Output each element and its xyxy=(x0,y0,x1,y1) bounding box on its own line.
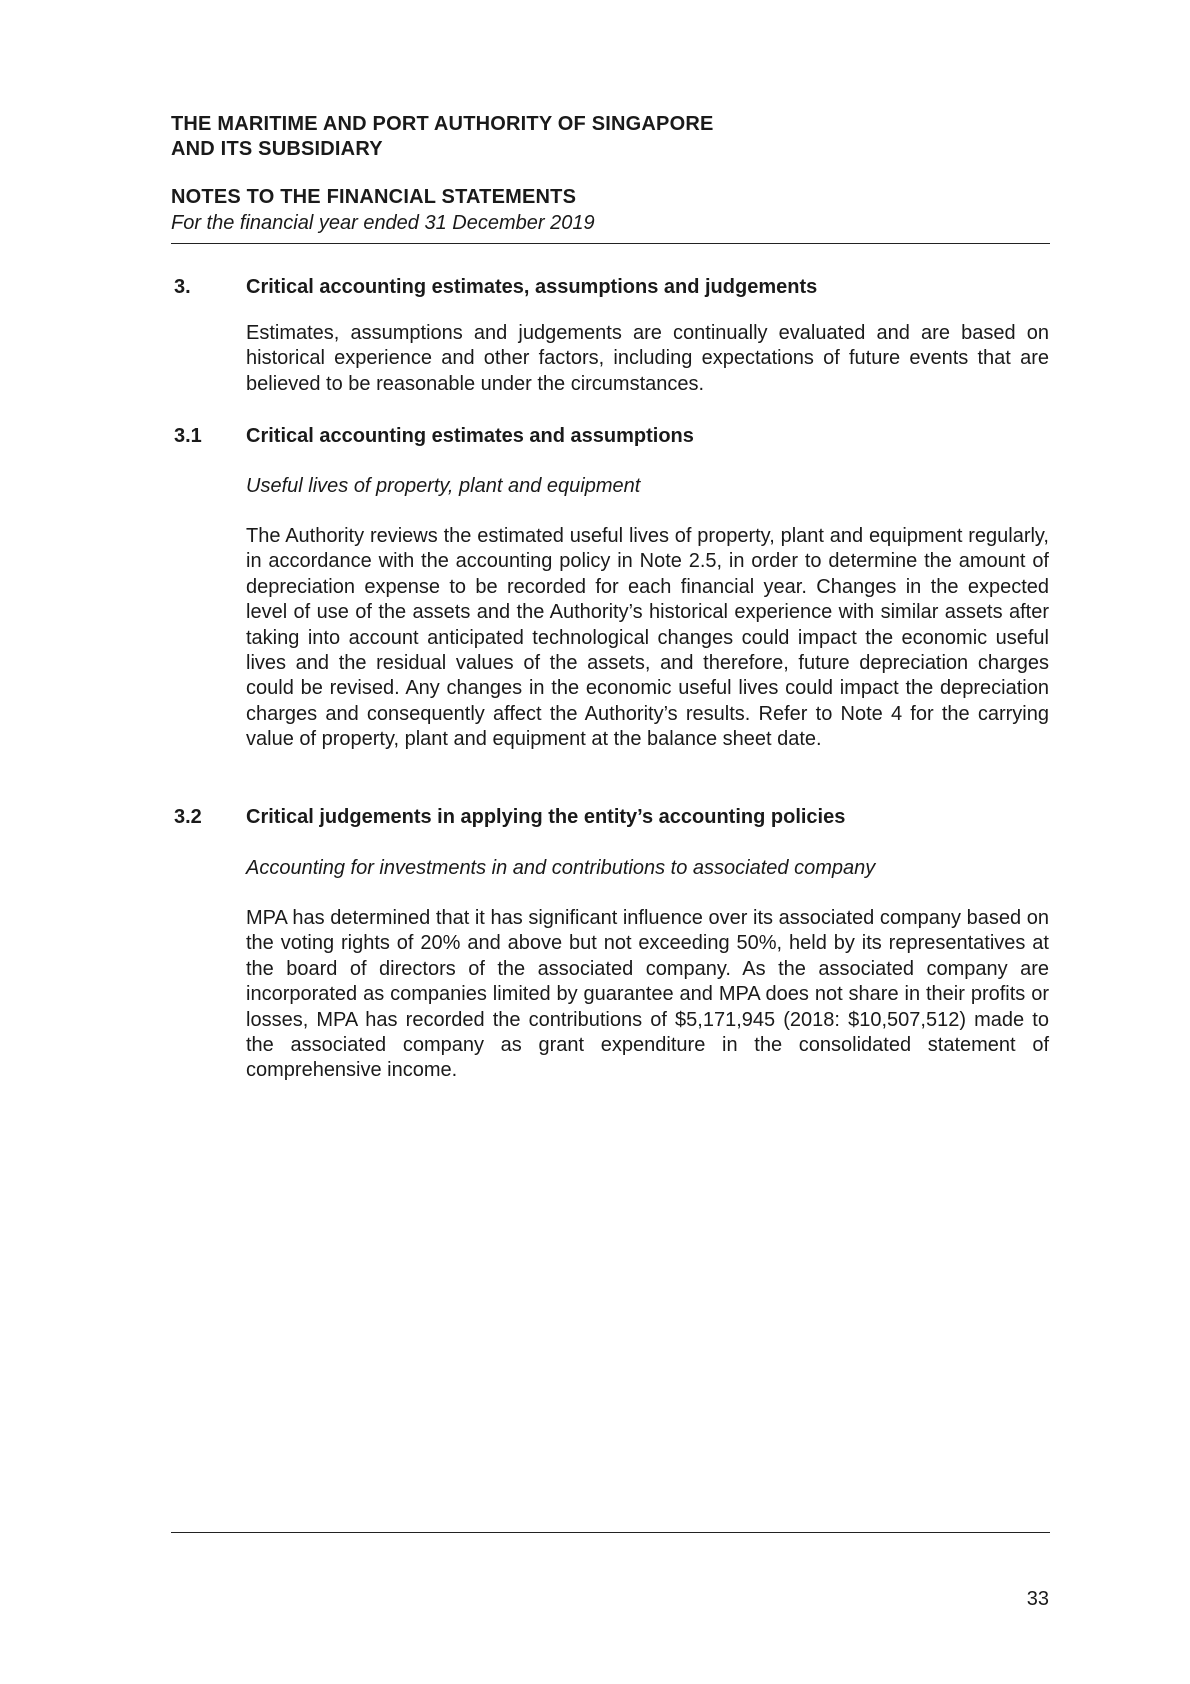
organization-name xyxy=(171,112,714,162)
section-3-heading: Critical accounting estimates, assumptions and judgements xyxy=(246,276,818,298)
document-subtitle: For the financial year ended 31 December 2019 xyxy=(171,212,595,234)
section-3-2-heading: Critical judgements in applying the entity’s accounting policies xyxy=(246,806,846,828)
footer-divider xyxy=(171,1532,1050,1533)
section-3-2-subheading: Accounting for investments in and contributions to associated company xyxy=(246,857,876,879)
section-3-1-subheading: Useful lives of property, plant and equipment xyxy=(246,475,641,497)
section-3-paragraph: Estimates, assumptions and judgements are continually evaluated and are based on historical experience and other factors, including expectations of future events that are believed to be reasonable under the circumstances. xyxy=(246,322,1049,395)
organization-name-line-2: AND ITS SUBSIDIARY xyxy=(171,138,383,160)
section-3-1-heading: Critical accounting estimates and assumptions xyxy=(246,425,694,447)
page-number: 33 xyxy=(1026,1588,1049,1610)
header-divider xyxy=(171,243,1050,244)
section-3-1-number: 3.1 xyxy=(174,425,202,447)
section-3-2-paragraph: MPA has determined that it has significant influence over its associated company based on the voting rights of 20% and above but not exceeding 50%, held by its representatives at the board of directors of the associated company. As the associated company are incorporated as companies limited by guarantee and MPA does not share in their profits or losses, MPA has recorded the contributions of $5,171,945 (2018: $10,507,512) made to the associated company as grant expenditure in the consolidated statement of comprehensive income. xyxy=(246,907,1049,1082)
section-3-2-number: 3.2 xyxy=(174,806,202,828)
section-3-number: 3. xyxy=(174,276,191,298)
section-3-1-paragraph: The Authority reviews the estimated useful lives of property, plant and equipment regularly, in accordance with the accounting policy in Note 2.5, in order to determine the amount of depreciation expense to be recorded for each financial year. Changes in the expected level of use of the assets and the Authority’s historical experience with similar assets after taking into account anticipated technological changes could impact the economic useful lives and the residual values of the assets, and therefore, future depreciation charges could be revised. Any changes in the economic useful lives could impact the depreciation charges and consequently affect the Authority’s results. Refer to Note 4 for the carrying value of property, plant and equipment at the balance sheet date. xyxy=(246,525,1049,751)
document-title: NOTES TO THE FINANCIAL STATEMENTS xyxy=(171,186,577,208)
organization-name-line-1: THE MARITIME AND PORT AUTHORITY OF SINGAPORE xyxy=(171,113,714,135)
